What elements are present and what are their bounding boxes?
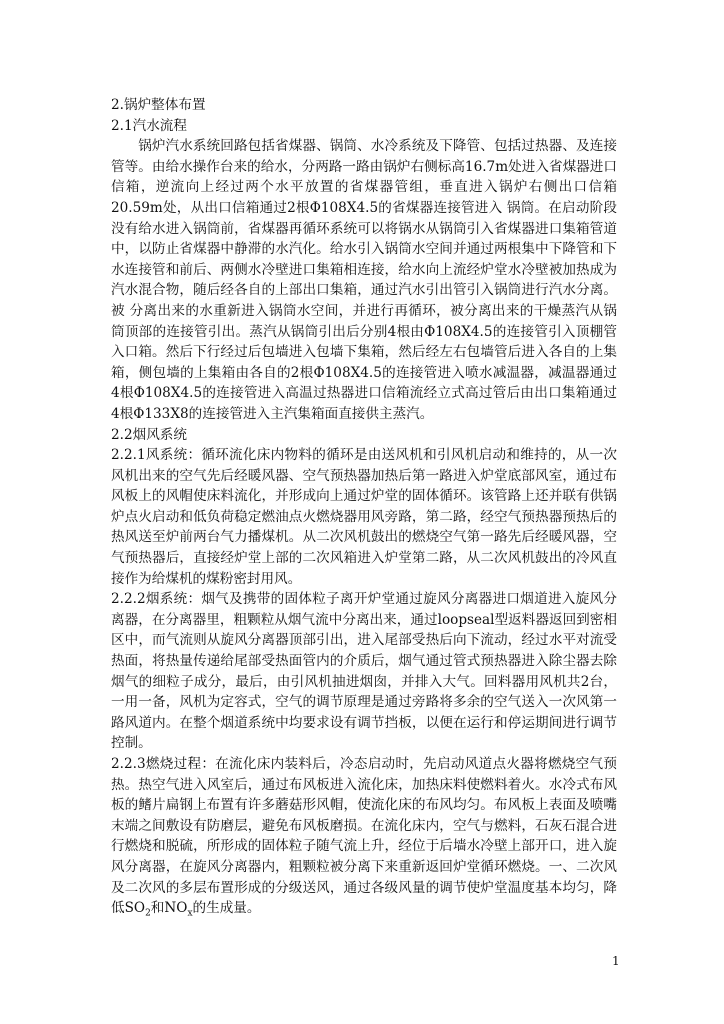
document-body <box>111 95 617 924</box>
heading-flue-air-system: 2.2烟风系统 <box>111 426 187 443</box>
so2-formula: $SO_2$ <box>124 900 151 919</box>
paragraph-combustion <box>111 754 617 924</box>
nox-formula: $NO_x$ <box>164 900 193 919</box>
combustion-text: 2.2.3燃烧过程：在流化床内装料后，冷态启动时，先启动风道点火器将燃烧空气预热。热空气进入风室后，通过布风板进入流化床，加热床料使燃料着火。水冷式布风板的鳍片扁钢上布置有许多蘑菇形风帽，使流化床的布风均匀。布风板上表面及喷嘴末端之间敷设有防磨层，避免布风板磨损。在流化床内，空气与燃料，石灰石混合进行燃烧和脱硫，所形成的固体粒子随气流上升，经位于后墙水冷壁上部开口，进入旋风分离器，在旋风分离器内，粗颗粒被分离下来重新返回炉堂循环燃烧。一、二次风及二次风的多层布置形成的分级送风，通过各级风量的调节使炉堂温度基本均匀，降低 <box>111 756 617 917</box>
paragraph-air-system: 2.2.1风系统：循环流化床内物料的循环是由送风机和引风机启动和维持的，从一次风机出来的空气先后经暖风器、空气预热器加热后第一路进入炉堂底部风室，通过布风板上的风帽使床料流化，并形成向上通过炉堂的固体循环。该管路上还并联有供锅炉点火启动和低负荷稳定燃油点火燃烧器用风旁路，第二路，经空气预热器预热后的热风送至炉前两台气力播煤机。从二次风机鼓出的燃烧空气第一路先后经暖风器，空气预热器后，直接经炉堂上部的二次风箱进入炉堂第二路，从二次风机鼓出的冷风直接作为给煤机的煤粉密封用风。 <box>111 447 617 587</box>
conjunction-text: 和 <box>150 900 165 917</box>
heading-steam-water-flow: 2.1汽水流程 <box>111 117 187 134</box>
heading-boiler-layout: 2.锅炉整体布置 <box>111 97 206 113</box>
page-number: 1 <box>612 954 620 968</box>
paragraph-flue-system: 2.2.2烟系统：烟气及携带的固体粒子离开炉堂通过旋风分离器进口烟道进入旋风分离器，在分离器里，粗颗粒从烟气流中分离出来，通过loopseal型返料器返回到密相区中，而气流则从旋风分离器顶部引出，进入尾部受热后向下流动，经过水平对流受热面，将热量传递给尾部受热面管内的介质后，烟气通过管式预热器进入除尘器去除烟气的细粒子成分，最后，由引风机抽进烟囱，并排入大气。回料器用风机共2台，一用一备，风机为定容式，空气的调节原理是通过旁路将多余的空气送入一次风第一路风道内。在整个烟道系统中均要求设有调节挡板，以便在运行和停运期间进行调节控制。 <box>111 591 617 752</box>
paragraph-steam-water: 锅炉汽水系统回路包括省煤器、锅筒、水冷系统及下降管、包括过热器、及连接管等。由给水操作台来的给水，分两路一路由锅炉右侧标高16.7m处进入省煤器进口信箱，逆流向上经过两个水平放置的省煤器管组，垂直进入锅炉右侧出口信箱20.59m处，从出口信箱通过2根Φ108X4.5的省煤器连接管进入 锅筒。在启动阶段没有给水进入锅筒前，省煤器再循环系统可以将锅水从锅筒引入省煤器进口集箱管道中，以防止省煤器中静滞的水汽化。给水引入锅筒水空间并通过两根集中下降管和下水连接管和前后、两侧水冷壁进口集箱相连接，给水向上流经炉堂水冷壁被加热成为汽水混合物，随后经各自的上部出口集箱，通过汽水引出管引入锅筒进行汽水分离。被 分离出来的水重新进入锅筒水空间，并进行再循环，被分离出来的干燥蒸汽从锅筒顶部的连接管引出。蒸汽从锅筒引出后分别4根由Φ108X4.5的连接管引入顶棚管入口箱。然后下行经过后包墙进入包墙下集箱，然后经左右包墙管后进入各自的上集箱，侧包墙的上集箱由各自的2根Φ108X4.5的连接管进入喷水减温器，减温器通过4根Φ108X4.5的连接管进入高温过热器进口信箱流经立式高过管后由出口集箱通过4根Φ133X8的连接管进入主汽集箱面直接供主蒸汽。 <box>111 138 617 422</box>
combustion-text-end: 的生成量。 <box>192 900 261 917</box>
